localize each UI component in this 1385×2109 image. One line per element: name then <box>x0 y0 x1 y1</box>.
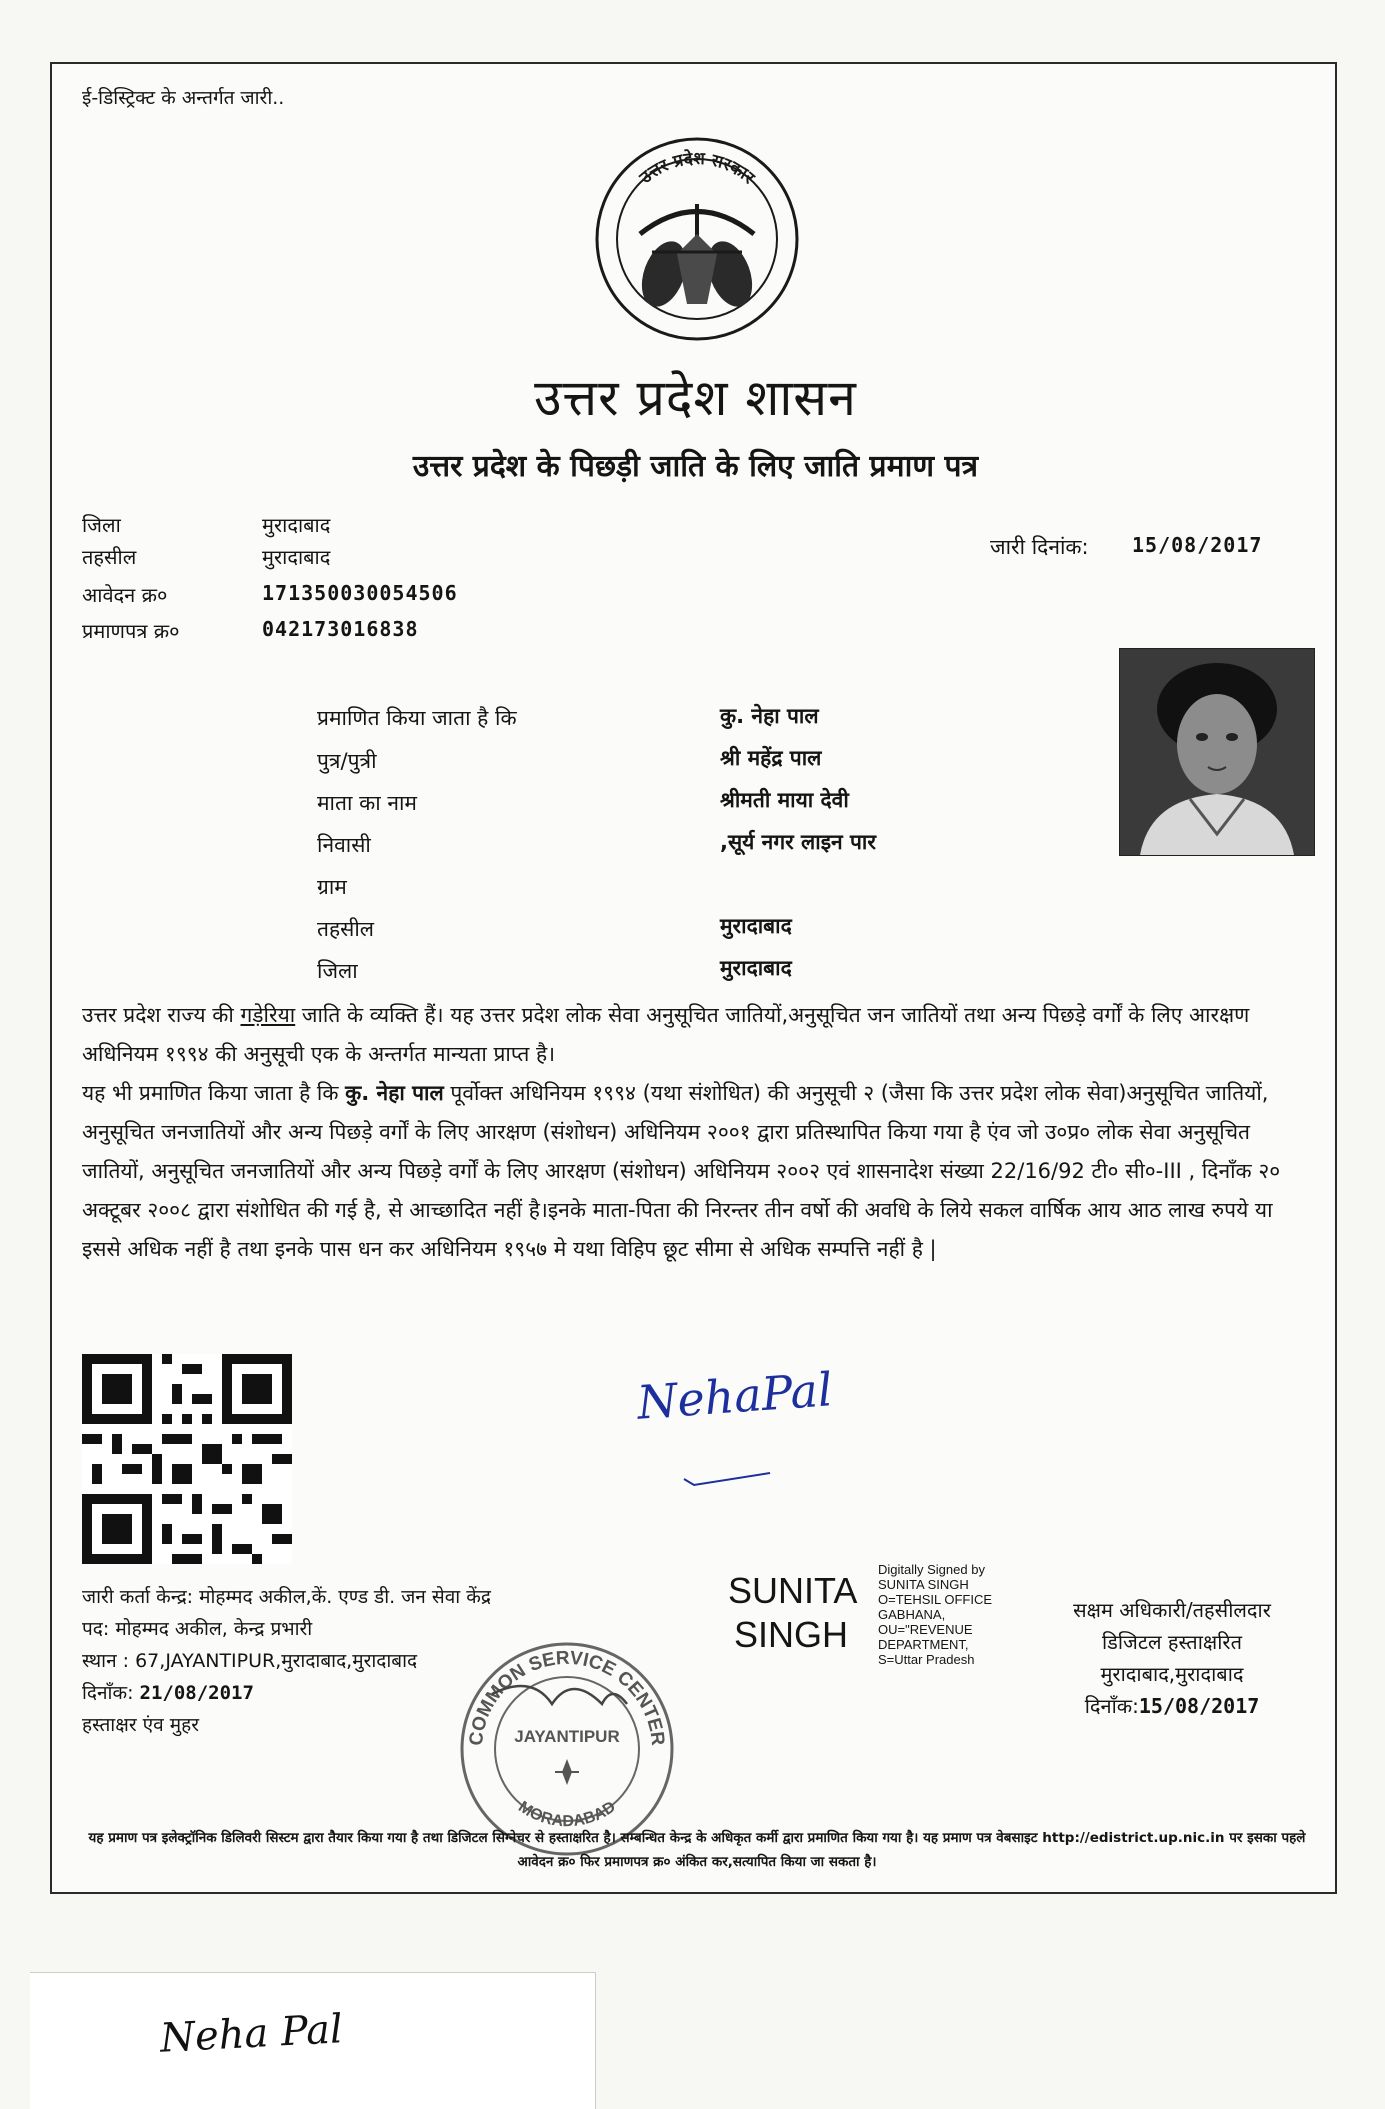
district-value: मुरादाबाद <box>262 513 331 537</box>
slip-signature: Neha Pal <box>158 2006 344 2062</box>
certificate-number-value: 042173016838 <box>262 617 419 641</box>
emblem-text: उत्तर प्रदेश सरकार <box>635 148 759 189</box>
field-value-mother: श्रीमती माया देवी <box>720 788 849 812</box>
field-value-father: श्री महेंद्र पाल <box>720 746 822 770</box>
issuing-post: पद: मोहम्मद अकील, केन्द्र प्रभारी <box>82 1618 313 1640</box>
tehsil-label: तहसील <box>82 545 137 569</box>
signature-and-seal-label: हस्ताक्षर एंव मुहर <box>82 1714 199 1736</box>
field-value-district: मुरादाबाद <box>720 956 792 980</box>
field-label-district: जिला <box>317 959 358 983</box>
signature-slip <box>30 1972 596 2109</box>
eligibility-name: कु. नेहा पाल <box>345 1081 444 1105</box>
caste-name: गड़ेरिया <box>240 1003 296 1027</box>
up-government-emblem <box>592 134 802 344</box>
issue-date-value: 15/08/2017 <box>1132 533 1263 557</box>
sub-title: उत्तर प्रदेश के पिछड़ी जाति के लिए जाति प्रमाण पत्र <box>412 449 979 484</box>
tehsil-value: मुरादाबाद <box>262 545 331 569</box>
field-label-certified: प्रमाणित किया जाता है कि <box>317 706 517 730</box>
district-label: जिला <box>82 513 121 537</box>
issuing-date-value: 21/08/2017 <box>139 1682 254 1704</box>
digital-signer-name-2: SINGH <box>734 1614 849 1655</box>
digital-signer-name-1: SUNITA <box>728 1570 858 1611</box>
certificate-document <box>50 62 1337 1894</box>
field-value-resident: ,सूर्य नगर लाइन पार <box>720 830 876 854</box>
seal-middle-text: JAYANTIPUR <box>514 1727 620 1746</box>
seal-bottom-text: MORADABAD <box>515 1798 619 1831</box>
edistrict-header-note: ई-डिस्ट्रिक्ट के अन्तर्गत जारी.. <box>82 87 285 109</box>
field-label-mother: माता का नाम <box>317 791 417 815</box>
caste-paragraph: उत्तर प्रदेश राज्य की गड़ेरिया जाति के व्यक्ति हैं। यह उत्तर प्रदेश लोक सेवा अनुसूचित जातियों,अनुसूचित जन जातियों तथा अन्य पिछड़े वर्गों के लिए आरक्षण अधिनियम १९९४ की अनुसूची एक के अन्तर्गत मान्यता प्राप्त है। <box>82 1003 1250 1066</box>
issuing-center: जारी कर्ता केन्द्र: मोहम्मद अकील,कें. एण्ड डी. जन सेवा केंद्र <box>82 1586 491 1608</box>
applicant-signature: NehaPal <box>635 1362 835 1430</box>
applicant-photo <box>1119 648 1315 856</box>
main-title: उत्तर प्रदेश शासन <box>534 369 857 427</box>
eligibility-paragraph: यह भी प्रमाणित किया जाता है कि कु. नेहा पाल पूर्वोक्त अधिनियम १९९४ (यथा संशोधित) की अनुसूची २ (जैसा कि उत्तर प्रदेश लोक सेवा)अनुसूचित जातियों, अनुसूचित जनजातियों और अन्य पिछड़े वर्गों के लिए आरक्षण (संशोधन) अधिनियम २००१ द्वारा प्रतिस्थापित किया गया है एंव जो उ०प्र० लोक सेवा अनुसूचित जातियों, अनुसूचित जनजातियों और अन्य पिछड़े वर्गों के लिए आरक्षण (संशोधन) अधिनियम २००२ एवं शासनादेश संख्या 22/16/92 टी० सी०-III , दिनाँक २० अक्टूबर २००८ द्वारा संशोधित की गई है, से आच्छादित नहीं है।इनके माता-पिता की निरन्तर तीन वर्षो की अवधि के लिये सकल वार्षिक आय आठ लाख रुपये या इससे अधिक नहीं है तथा इनके पास धन कर अधिनियम १९५७ मे यथा विहिप छूट सीमा से अधिक सम्पत्ति नहीं है | <box>82 1081 1281 1261</box>
authority-date-value: 15/08/2017 <box>1138 1694 1260 1718</box>
field-label-child-of: पुत्र/पुत्री <box>317 749 377 773</box>
field-label-tehsil: तहसील <box>317 917 374 941</box>
application-number-label: आवेदन क्र० <box>82 583 168 607</box>
digital-signature-details: Digitally Signed by SUNITA SINGH O=TEHSIL OFFICE GABHANA, OU="REVENUE DEPARTMENT, S=Uttar Pradesh <box>878 1562 993 1667</box>
field-label-village: ग्राम <box>317 875 347 899</box>
seal-top-text: COMMON SERVICE CENTER <box>465 1647 669 1747</box>
certificate-number-label: प्रमाणपत्र क्र० <box>82 619 180 643</box>
svg-text:उत्तर प्रदेश सरकार <box>635 148 759 189</box>
field-label-resident: निवासी <box>317 833 371 857</box>
field-value-tehsil: मुरादाबाद <box>720 914 792 938</box>
signature-underline <box>682 1469 772 1489</box>
issuing-date: दिनाँक: 21/08/2017 <box>82 1682 254 1704</box>
issue-date-label: जारी दिनांक: <box>990 535 1089 559</box>
field-value-name: कु. नेहा पाल <box>720 704 819 728</box>
application-number-value: 171350030054506 <box>262 581 458 605</box>
qr-code <box>82 1354 292 1564</box>
issuing-place: स्थान : 67,JAYANTIPUR,मुरादाबाद,मुरादाबाद <box>82 1650 418 1672</box>
competent-authority: सक्षम अधिकारी/तहसीलदार डिजिटल हस्ताक्षरित मुरादाबाद,मुरादाबाद दिनाँक:15/08/2017 <box>1073 1598 1271 1718</box>
verification-note: यह प्रमाण पत्र इलेक्ट्रॉनिक डिलिवरी सिस्टम द्वारा तैयार किया गया है तथा डिजिटल सिग्नेचर से हस्ताक्षरित है। सम्बन्धित केन्द्र के अधिकृत कर्मी द्वारा प्रमाणित किया गया है। यह प्रमाण पत्र वेबसाइट http://edistrict.up.nic.in पर इसका पहले आवेदन क्र० फिर प्रमाणपत्र क्र० अंकित कर,सत्यापित किया जा सकता है। <box>88 1830 1306 1870</box>
